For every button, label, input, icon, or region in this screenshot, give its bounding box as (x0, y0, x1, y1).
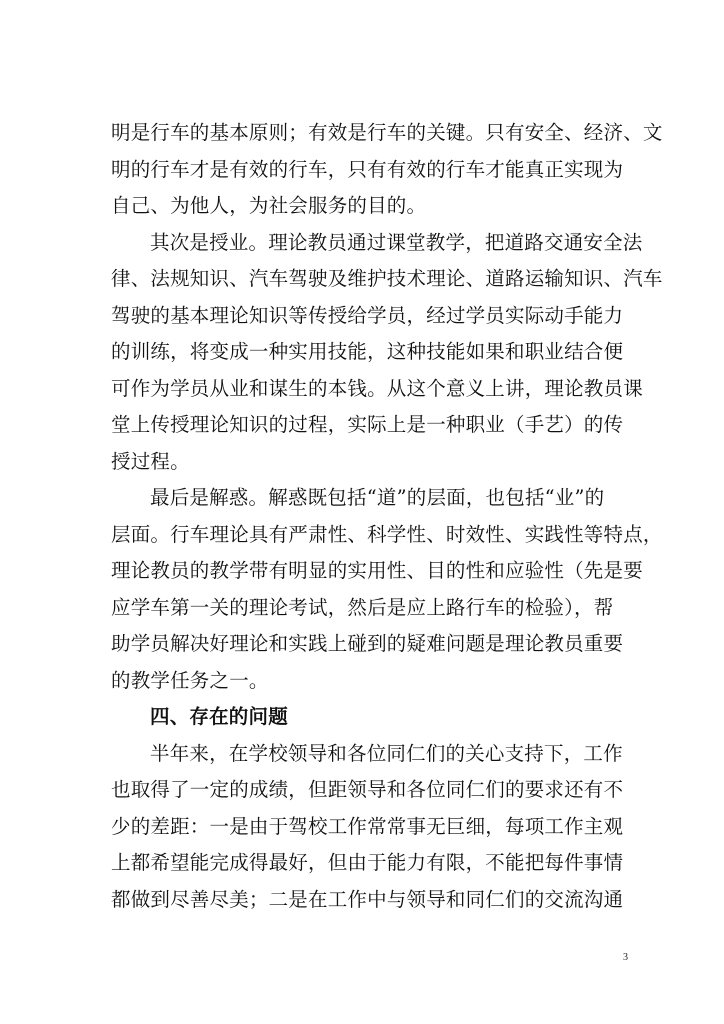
text-line: 自己、为他人，为社会服务的目的。 (111, 194, 427, 217)
text-line: 层面。行车理论具有严肃性、科学性、时效性、实践性等特点， (111, 522, 663, 546)
text-line: 律、法规知识、汽车驾驶及维护技术理论、道路运输知识、汽车 (111, 267, 663, 290)
text-line: 的训练，将变成一种实用技能，这种技能如果和职业结合便 (111, 340, 624, 363)
text-line: 理论教员的教学带有明显的实用性、目的性和应验性（先是要 (111, 559, 643, 582)
paragraph-start-line: 半年来，在学校领导和各位同仁们的关心支持下，工作 (150, 741, 623, 765)
page-number: 3 (623, 952, 628, 963)
text-line: 可作为学员从业和谋生的本钱。从这个意义上讲，理论教员课 (111, 376, 643, 400)
paragraph-start-line: 其次是授业。理论教员通过课堂教学，把道路交通安全法 (150, 230, 643, 254)
document-page (111, 115, 663, 918)
text-line: 明是行车的基本原则；有效是行车的关键。只有安全、经济、文 (111, 121, 663, 144)
text-line: 堂上传授理论知识的过程，实际上是一种职业（手艺）的传 (111, 413, 624, 436)
text-line: 驾驶的基本理论知识等传授给学员，经过学员实际动手能力 (111, 303, 624, 327)
text-line: 明的行车才是有效的行车，只有有效的行车才能真正实现为 (111, 157, 624, 181)
text-line: 都做到尽善尽美；二是在工作中与领导和同仁们的交流沟通 (111, 887, 624, 911)
text-line: 也取得了一定的成绩，但距领导和各位同仁们的要求还有不 (111, 778, 624, 801)
section-heading: 四、存在的问题 (150, 705, 288, 728)
text-line: 助学员解决好理论和实践上碰到的疑难问题是理论教员重要 (111, 632, 624, 655)
text-line: 上都希望能完成得最好，但由于能力有限，不能把每件事情 (111, 851, 624, 874)
paragraph-start-line: 最后是解惑。解惑既包括“道”的层面，也包括“业”的 (150, 486, 605, 509)
text-line: 的教学任务之一。 (111, 668, 269, 692)
text-line: 少的差距：一是由于驾校工作常常事无巨细，每项工作主观 (111, 814, 624, 838)
text-line: 授过程。 (111, 449, 190, 473)
text-line: 应学车第一关的理论考试，然后是应上路行车的检验），帮 (111, 595, 614, 619)
